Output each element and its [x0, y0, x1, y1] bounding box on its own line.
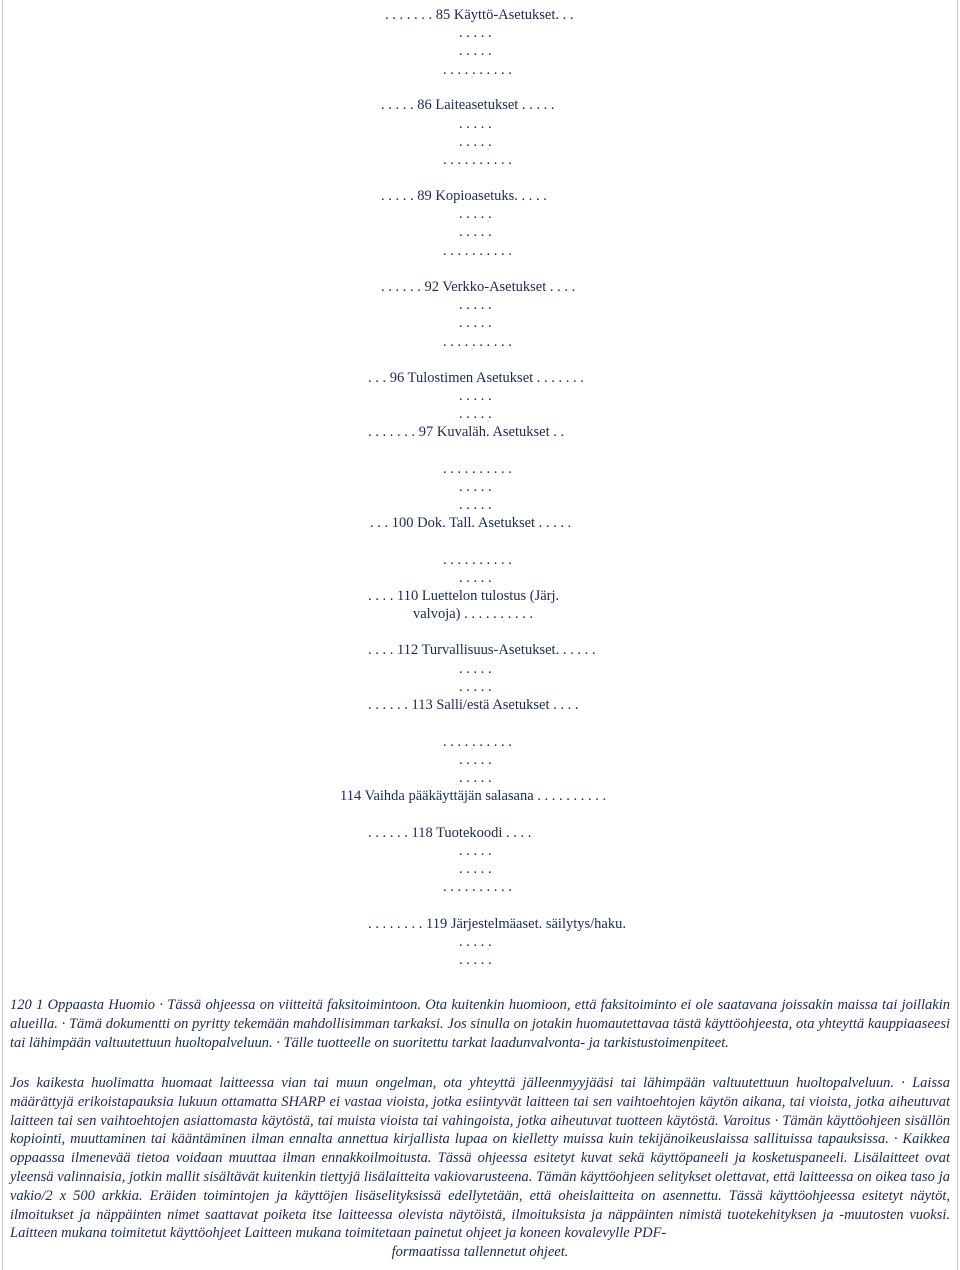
toc-line: . . . . . [459, 479, 492, 495]
toc-line: . . . . . [459, 934, 492, 950]
toc-line: . . . . . 86 Laiteasetukset . . . . . [381, 97, 555, 113]
toc-line: . . . . . [459, 770, 492, 786]
notice-paragraph: 120 1 Oppaasta Huomio · Tässä ohjeessa on viitteitä faksitoimintoon. Ota kuitenkin huomioon, että faksitoiminto ei ole saatavana joissakin maissa tai joillakin alueilla. · Tämä dokumentti on pyritty tekemään mahdollisimman tarkaksi. Jos sinulla on jotakin huomautettavaa tästä käyttöohjeesta, ota yhteyttä kauppiaaseesi tai lähimpään valtuutettuun huoltopalveluun. · Tälle tuotteelle on suoritettu tarkat laadunvalvonta- ja tarkistustoimenpiteet. [10, 997, 950, 1051]
toc-line: . . . . . [459, 952, 492, 968]
toc-line: . . . . 110 Luettelon tulostus (Järj. [368, 588, 560, 604]
toc-line: . . . 96 Tulostimen Asetukset . . . . . . . [368, 370, 584, 386]
toc-line: . . . . . . . . . . [443, 461, 512, 477]
toc-line: . . . . . . . . . . [443, 552, 512, 568]
toc-line: . . . . . . . . 119 Järjestelmäaset. säilytys/haku. [368, 916, 626, 932]
toc-line: . . . . . [459, 406, 492, 422]
toc-line: . . . . . [459, 388, 492, 404]
toc-line: . . . . . [459, 134, 492, 150]
toc-line: . . . . . [459, 861, 492, 877]
toc-line: . . . . . [459, 752, 492, 768]
toc-line: . . . . . . . . . . [443, 62, 512, 78]
toc-line: . . . . . . . 85 Käyttö-Asetukset. . . [385, 7, 574, 23]
toc-line: . . . . . [459, 224, 492, 240]
toc-line: . . . . . [459, 843, 492, 859]
toc-line: . . . . . . 113 Salli/estä Asetukset . . . . [368, 697, 579, 713]
toc-line: . . . . . [459, 661, 492, 677]
disclaimer-last-line: formaatissa tallennetut ohjeet. [391, 1244, 569, 1261]
toc-line: 114 Vaihda pääkäyttäjän salasana . . . . . . . . . . [340, 788, 607, 804]
page-edge-right [957, 0, 958, 1270]
toc-line: . . . . . . 92 Verkko-Asetukset . . . . [381, 279, 576, 295]
toc-line: . . . . . . . . . . [443, 152, 512, 168]
toc-line: . . . . . [459, 25, 492, 41]
toc-line: . . . 100 Dok. Tall. Asetukset . . . . . [370, 515, 572, 531]
disclaimer-paragraph [10, 1074, 950, 1262]
toc-line: . . . . . . . . . . [443, 734, 512, 750]
toc-line: . . . . . [459, 206, 492, 222]
toc-line: . . . . . . . . . . [443, 879, 512, 895]
toc-line: . . . . . [459, 116, 492, 132]
page-edge-left [2, 0, 3, 1270]
toc-line: . . . . . [459, 315, 492, 331]
toc-line: . . . . . 89 Kopioasetuks. . . . . [381, 188, 547, 204]
toc-line: . . . . . [459, 497, 492, 513]
toc-line: . . . . . [459, 679, 492, 695]
toc-line: . . . . . . . 97 Kuvaläh. Asetukset . . [368, 424, 565, 440]
toc-line: . . . . . . 118 Tuotekoodi . . . . [368, 825, 532, 841]
toc-line: . . . . . [459, 297, 492, 313]
toc-line: . . . . . [459, 570, 492, 586]
toc-line: . . . . . . . . . . [443, 243, 512, 259]
toc-line: . . . . . [459, 43, 492, 59]
disclaimer-body: Jos kaikesta huolimatta huomaat laitteessa vian tai muun ongelman, ota yhteyttä jälleenmyyjääsi tai lähimpään valtuutettuun huoltopalveluun. · Laissa määrättyjä erikoistapauksia lukuun ottamatta SHARP ei vastaa vioista, jotka esiintyvät laitteen tai sen vaihtoehtojen käytön aikana, tai vioista, jotka aiheutuvat laitteen tai sen vaihtoehtojen asiattomasta käytöstä, tai muista vioista tai vahingoista, jotka aiheutuvat tuotteen käytöstä. Varoitus · Tämän käyttöohjeen sisällön kopiointi, muuttaminen tai kääntäminen ilman ennalta annettua kirjallista lupaa on kielletty muissa kuin tekijänoikeuslaissa sallituissa tapauksissa. · Kaikkea oppaassa ilmenevää tietoa voidaan muuttaa ilman ennakkoilmoitusta. Tässä ohjeessa esitetyt kuvat sekä käyttöpaneeli ja kosketuspaneeli. Lisälaitteet ovat yleensä valinnaisia, jotkin mallit sisältävät kuitenkin tiettyjä lisälaitteita vakiovarusteena. Tämän käyttöohjeen selitykset olettavat, että laitteessa on oikea taso ja vakio/2 x 500 arkkia. Eräiden toimintojen ja käyttöjen lisäselityksissä edellytetään, että oheislaitteita on asennettu. Tässä käyttöohjeessa esitetyt näytöt, ilmoitukset ja näppäinten nimet saattavat poiketa itse laitteessa olevista näytöistä, ilmoituksista ja näppäinten nimistä tuotekehityksen ja -muutosten vuoksi. Laitteen mukana toimitetut käyttöohjeet Laitteen mukana toimitetaan painetut ohjeet ja koneen kovalevylle PDF- [10, 1075, 950, 1242]
toc-line: valvoja) . . . . . . . . . . [413, 606, 534, 622]
toc-line: . . . . . . . . . . [443, 334, 512, 350]
toc-line: . . . . 112 Turvallisuus-Asetukset. . . . . . [368, 642, 596, 658]
